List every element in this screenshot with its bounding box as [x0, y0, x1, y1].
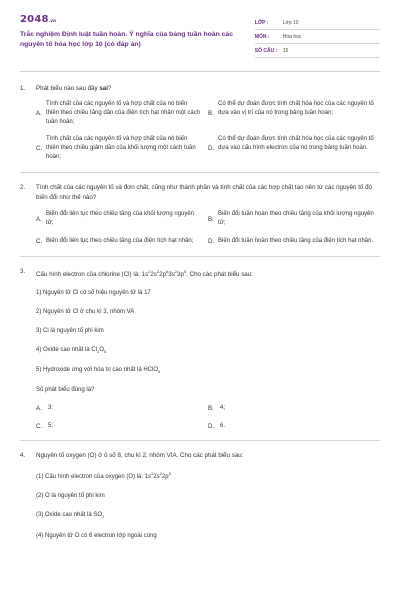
- question-stem: [20, 84, 380, 94]
- option-letter: B.: [208, 110, 214, 117]
- subscript: 5: [103, 349, 107, 355]
- option-letter: A.: [36, 110, 42, 117]
- superscript: 2: [151, 471, 154, 477]
- option-b[interactable]: [208, 100, 380, 127]
- subscript: 2: [102, 514, 105, 520]
- question-divider: [20, 256, 380, 257]
- option-text: 6.: [220, 423, 226, 430]
- statement-1: 1) Nguyên tử Cl có số hiệu nguyên tử là 17: [36, 290, 151, 297]
- stem-part: 2p: [159, 271, 167, 279]
- option-row: [36, 100, 380, 127]
- option-letter: C.: [36, 145, 43, 152]
- statement-3: [36, 511, 380, 521]
- stem-part: 2s: [150, 271, 157, 279]
- question-number: 3.: [20, 268, 26, 275]
- superscript: 2: [156, 269, 160, 274]
- question-text: [36, 267, 380, 280]
- document-header: [20, 14, 380, 72]
- header-left: [20, 14, 255, 71]
- option-letter: A.: [36, 215, 42, 223]
- question-text: Tính chất của các nguyên tố và đơn chất, cũng như thành phần và tính chất của các hợp chất tạo nên từ các nguyên tố đó biến đổi như thế nào?: [36, 184, 372, 201]
- statement-2: 2) Nguyên tử Cl ở chu kì 3, nhóm VA: [36, 309, 135, 316]
- meta-label: LỚP :: [254, 19, 269, 26]
- question-text: Nguyên tố oxygen (O) ở ô số 8, chu kì 2, nhóm VIA. Cho các phát biểu sau:: [36, 452, 244, 460]
- option-row: [36, 237, 380, 246]
- option-a[interactable]: [36, 405, 208, 412]
- statement-4: (4) Nguyên tử O có 6 electron lớp ngoài cùng: [36, 532, 157, 539]
- stem-part: 2p: [161, 474, 169, 481]
- question-3: [20, 267, 380, 430]
- question-2: [20, 183, 380, 246]
- question-stem: [20, 267, 380, 280]
- answer-options: [36, 210, 380, 246]
- superscript: 2: [159, 471, 162, 477]
- statement-4: [36, 346, 380, 356]
- stem-part: 5) Hydroxide ứng với hóa trị cao nhất là HClO: [36, 367, 159, 374]
- option-letter: C.: [36, 238, 43, 245]
- option-a[interactable]: [36, 100, 208, 127]
- question-list: [20, 72, 380, 541]
- question-ask: Số phát biểu đúng là?: [36, 387, 95, 394]
- option-row: [36, 210, 380, 228]
- document-title: Trắc nghiệm Định luật tuần hoàn. Ý nghĩa của bảng tuần hoàn các nguyên tố hóa học lớp 10 (có đáp án): [20, 31, 233, 48]
- option-text: Biến đổi tuần hoàn theo chiều tăng của khối lượng nguyên tử;: [218, 211, 374, 226]
- meta-row-class: [255, 16, 380, 30]
- option-a[interactable]: [36, 210, 208, 228]
- stem-part: 3s: [168, 271, 175, 279]
- stem-part: ?: [107, 85, 112, 92]
- stem-part: (1) Cấu hình electron của oxygen (O) là: 1s: [36, 474, 152, 481]
- option-row: [36, 423, 380, 430]
- meta-value: 15: [282, 47, 289, 54]
- meta-label: MÔN :: [254, 33, 270, 40]
- meta-table: [255, 14, 380, 71]
- statement-1: [36, 469, 380, 482]
- meta-value: Lớp 10: [282, 19, 299, 26]
- statement-3: 3) Cl là nguyên tố phi kim: [36, 328, 104, 335]
- superscript: 2: [174, 269, 178, 274]
- option-letter: A.: [36, 405, 42, 413]
- option-d[interactable]: [208, 423, 380, 430]
- superscript: 2: [148, 269, 151, 274]
- statement-2: (2) O là nguyên tố phi kim: [36, 493, 105, 500]
- option-letter: D.: [208, 238, 215, 245]
- stem-part: 3p: [177, 271, 184, 279]
- option-text: Có thể dự đoán được tính chất hóa học của các nguyên tố dựa vào cấu hình electron của nó trong bảng tuần hoàn.: [218, 136, 374, 151]
- meta-label: SỐ CÂU :: [254, 47, 278, 54]
- question-number: 2.: [20, 184, 26, 191]
- question-divider: [20, 172, 380, 173]
- stem-part: (3) Oxide cao nhất là SO: [36, 512, 103, 519]
- option-letter: B.: [208, 215, 214, 223]
- superscript: 6: [166, 269, 169, 274]
- option-d[interactable]: [208, 237, 380, 246]
- question-stem: [20, 183, 380, 203]
- option-letter: C.: [36, 423, 43, 431]
- option-text: 3;: [48, 405, 54, 412]
- option-letter: B.: [208, 405, 214, 413]
- option-row: [36, 135, 380, 162]
- stem-part: O: [99, 347, 104, 354]
- question-4: [20, 451, 380, 540]
- superscript: 5: [183, 269, 187, 274]
- question-divider: [20, 440, 380, 441]
- option-text: Tính chất của các nguyên tố và hợp chất của nó biến thiên theo chiều giảm dần của khối lượng một cách tuần hoàn;: [46, 136, 196, 160]
- question-number: 1.: [20, 85, 26, 92]
- site-logo[interactable]: [20, 14, 255, 25]
- option-text: 5;: [48, 423, 54, 430]
- option-text: Có thể dự đoán được tính chất hóa học của các nguyên tố dựa vào vị trí của nó trong bảng tuần hoàn;: [218, 101, 374, 116]
- option-text: Biến đổi tuần hoàn theo chiều tăng của điện tích hạt nhân.: [218, 238, 374, 244]
- meta-row-subject: [255, 30, 380, 44]
- stem-part: . Cho các phát biểu sau:: [186, 271, 253, 279]
- stem-part: Phát biểu nào sau đây: [36, 85, 100, 92]
- option-c[interactable]: [36, 423, 208, 430]
- question-number: 4.: [20, 452, 26, 460]
- question-text: [36, 84, 380, 94]
- option-c[interactable]: [36, 237, 208, 246]
- logo-text: 2048: [20, 14, 49, 25]
- question-stem: [20, 451, 380, 461]
- meta-row-count: [255, 44, 380, 58]
- stem-part: 2s: [153, 474, 160, 481]
- option-b[interactable]: [208, 405, 380, 412]
- answer-options: [36, 100, 380, 162]
- subscript: 2: [97, 349, 100, 355]
- stem-part: 4) Oxide cao nhất là Cl: [36, 347, 98, 354]
- option-row: [36, 405, 380, 412]
- answer-options: [36, 405, 380, 430]
- subscript: 4: [158, 369, 161, 375]
- option-letter: D.: [208, 423, 215, 431]
- option-letter: D.: [208, 145, 215, 152]
- logo-suffix: .vn: [48, 18, 57, 23]
- option-d[interactable]: [208, 135, 380, 162]
- stem-bold: sai: [99, 85, 108, 92]
- option-text: Biến đổi liên tục theo chiều tăng của khối lượng nguyên tử;: [46, 211, 195, 226]
- stem-part: Cấu hình electron của chlorine (Cl) là: 1s: [36, 271, 149, 279]
- superscript: 5: [168, 471, 171, 477]
- question-1: [20, 84, 380, 162]
- option-text: Tính chất của các nguyên tố và hợp chất của nó biến thiên theo chiều tăng dần của điện tích hạt nhân một cách tuần hoàn;: [46, 101, 201, 125]
- option-text: 4;: [220, 405, 226, 412]
- meta-value: Hóa học: [282, 33, 302, 40]
- option-b[interactable]: [208, 210, 380, 228]
- option-text: Biến đổi liên tục theo chiều tăng của điện tích hạt nhân;: [46, 238, 194, 244]
- statement-5: [36, 366, 380, 376]
- option-c[interactable]: [36, 135, 208, 162]
